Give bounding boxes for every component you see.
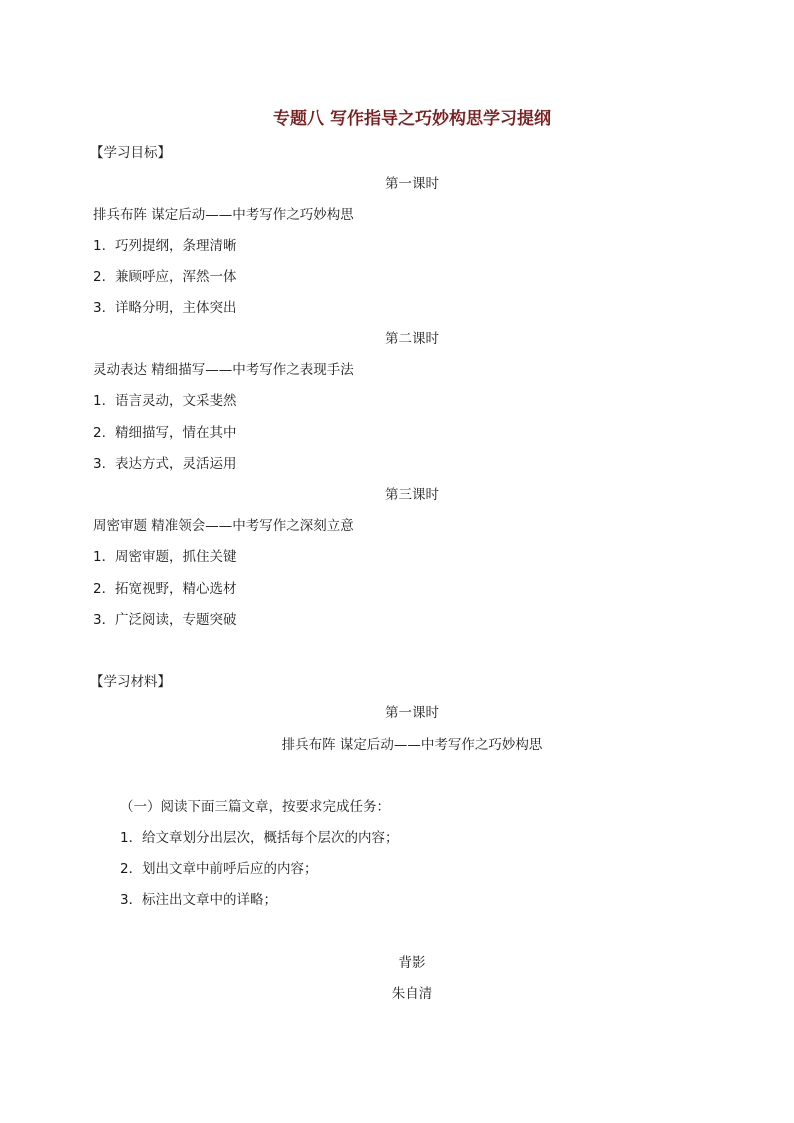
list-item xyxy=(93,455,237,473)
list-item-text: 精细描写，情在其中 xyxy=(115,425,237,441)
lesson-3-topic: 周密审题 精准领会——中考写作之深刻立意 xyxy=(93,518,354,534)
list-item-text: 详略分明，主体突出 xyxy=(115,300,237,316)
article-author: 朱自清 xyxy=(391,986,433,1002)
list-item-text: 周密审题，抓住关键 xyxy=(115,549,237,565)
list-item-text: 拓宽视野，精心选材 xyxy=(115,581,237,597)
list-item xyxy=(93,580,237,598)
task-item xyxy=(120,891,277,909)
list-item-number: 2. xyxy=(93,269,106,285)
list-item xyxy=(93,392,237,410)
list-item xyxy=(93,548,237,566)
list-item-text: 语言灵动，文采斐然 xyxy=(115,393,237,409)
lesson-2-label: 第二课时 xyxy=(385,331,439,347)
list-item-number: 2． xyxy=(93,581,116,597)
list-item-number: 3． xyxy=(93,612,116,628)
list-item xyxy=(93,237,237,255)
task-text: 给文章划分出层次，概括每个层次的内容； xyxy=(142,830,399,846)
lesson-2-topic: 灵动表达 精细描写——中考写作之表现手法 xyxy=(93,362,354,378)
list-item xyxy=(93,424,237,442)
list-item-text: 广泛阅读，专题突破 xyxy=(115,612,237,628)
list-item-number: 2. xyxy=(93,425,106,441)
materials-instruction: （一）阅读下面三篇文章，按要求完成任务： xyxy=(120,799,390,815)
list-item-number: 3. xyxy=(93,300,106,316)
list-item-number: 3. xyxy=(93,456,106,472)
task-text: 划出文章中前呼后应的内容； xyxy=(142,861,318,877)
task-number: 3． xyxy=(120,892,143,908)
task-number: 1． xyxy=(120,830,143,846)
lesson-3-label: 第三课时 xyxy=(385,487,439,503)
list-item-number: 1. xyxy=(93,238,106,254)
goals-heading: 【学习目标】 xyxy=(90,145,171,161)
task-text: 标注出文章中的详略； xyxy=(142,892,277,908)
article-title: 背影 xyxy=(398,955,426,971)
list-item xyxy=(93,299,237,317)
list-item-text: 巧列提纲，条理清晰 xyxy=(115,238,237,254)
lesson-1-topic: 排兵布阵 谋定后动——中考写作之巧妙构思 xyxy=(93,207,354,223)
task-item xyxy=(120,860,318,878)
materials-heading: 【学习材料】 xyxy=(90,674,171,690)
task-number: 2． xyxy=(120,861,143,877)
lesson-1-label: 第一课时 xyxy=(385,176,439,192)
task-item xyxy=(120,829,399,847)
materials-lesson-label: 第一课时 xyxy=(385,705,439,721)
list-item-text: 表达方式，灵活运用 xyxy=(115,456,237,472)
list-item xyxy=(93,268,237,286)
page-title: 专题八 写作指导之巧妙构思学习提纲 xyxy=(273,109,551,129)
list-item xyxy=(93,611,237,629)
list-item-number: 1. xyxy=(93,393,106,409)
list-item-number: 1． xyxy=(93,549,116,565)
materials-lesson-topic: 排兵布阵 谋定后动——中考写作之巧妙构思 xyxy=(281,737,543,753)
list-item-text: 兼顾呼应，浑然一体 xyxy=(115,269,237,285)
